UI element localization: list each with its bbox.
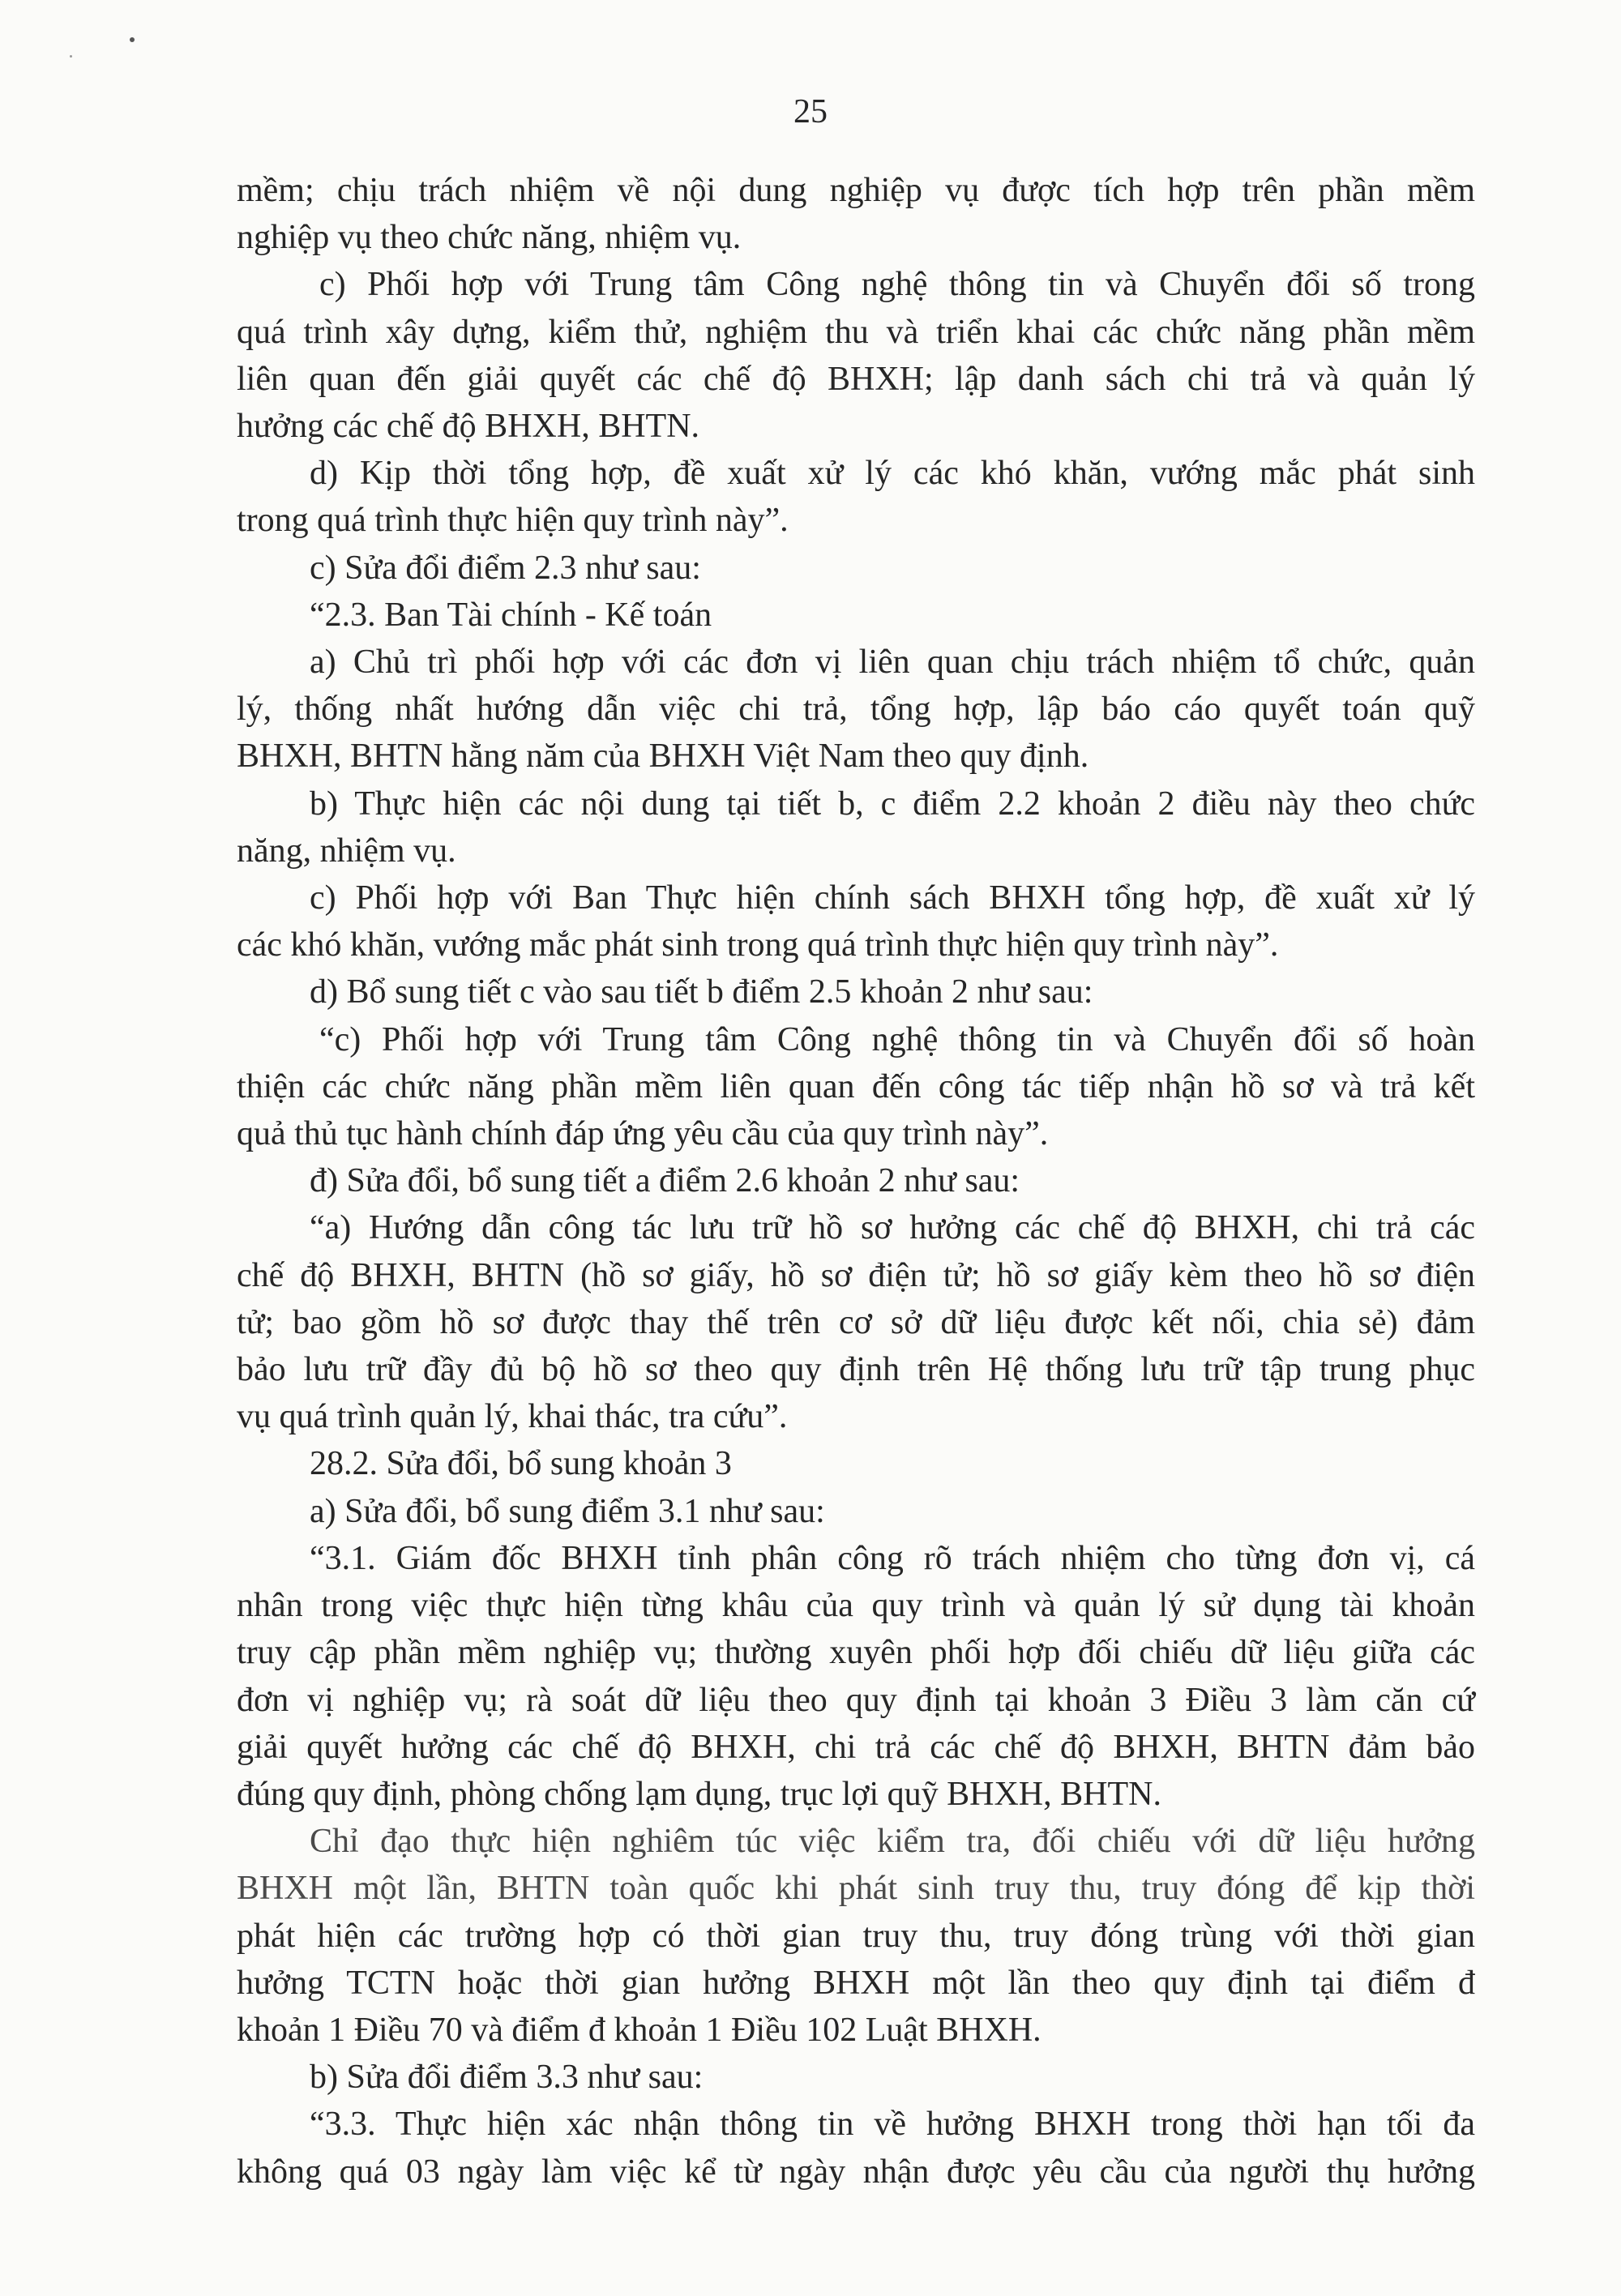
text-line: c) Sửa đổi điểm 2.3 như sau:	[310, 549, 701, 587]
text-line: b) Sửa đổi điểm 3.3 như sau:	[310, 2059, 704, 2097]
text-line: tử; bao gồm hồ sơ được thay thế trên cơ sở dữ liệu được kết nối, chia sẻ) đảm	[237, 1303, 1475, 1341]
text-line: liên quan đến giải quyết các chế độ BHXH; lập danh sách chi trả và quản lý	[237, 360, 1475, 398]
text-line: “2.3. Ban Tài chính - Kế toán	[310, 596, 712, 634]
text-line: Chỉ đạo thực hiện nghiêm túc việc kiểm tra, đối chiếu với dữ liệu hưởng	[310, 1823, 1475, 1861]
text-line: nghiệp vụ theo chức năng, nhiệm vụ.	[237, 219, 742, 257]
text-line: vụ quá trình quản lý, khai thác, tra cứu”.	[237, 1398, 788, 1436]
text-line: đúng quy định, phòng chống lạm dụng, trục lợi quỹ BHXH, BHTN.	[237, 1775, 1161, 1813]
text-line: “3.3. Thực hiện xác nhận thông tin về hưởng BHXH trong thời hạn tối đa	[310, 2106, 1475, 2144]
scan-speck	[130, 37, 135, 42]
text-line: lý, thống nhất hướng dẫn việc chi trả, tổng hợp, lập báo cáo quyết toán quỹ	[237, 691, 1475, 729]
text-line: phát hiện các trường hợp có thời gian truy thu, truy đóng trùng với thời gian	[237, 1917, 1475, 1955]
text-line: trong quá trình thực hiện quy trình này”.	[237, 502, 789, 540]
text-line: các khó khăn, vướng mắc phát sinh trong quá trình thực hiện quy trình này”.	[237, 926, 1279, 964]
text-line: “3.1. Giám đốc BHXH tỉnh phân công rõ trách nhiệm cho từng đơn vị, cá	[310, 1539, 1475, 1577]
document-body	[237, 167, 1475, 2196]
text-line: mềm; chịu trách nhiệm về nội dung nghiệp vụ được tích hợp trên phần mềm	[237, 172, 1475, 209]
text-line: 28.2. Sửa đổi, bổ sung khoản 3	[310, 1445, 732, 1483]
text-line: đơn vị nghiệp vụ; rà soát dữ liệu theo quy định tại khoản 3 Điều 3 làm căn cứ	[237, 1681, 1475, 1719]
text-line: a) Chủ trì phối hợp với các đơn vị liên quan chịu trách nhiệm tổ chức, quản	[310, 643, 1475, 682]
text-line: đ) Sửa đổi, bổ sung tiết a điểm 2.6 khoản 2 như sau:	[310, 1162, 1020, 1200]
text-line: không quá 03 ngày làm việc kể từ ngày nhận được yêu cầu của người thụ hưởng	[237, 2153, 1475, 2191]
text-line: d) Kịp thời tổng hợp, đề xuất xử lý các khó khăn, vướng mắc phát sinh	[310, 455, 1475, 493]
text-line: a) Sửa đổi, bổ sung điểm 3.1 như sau:	[310, 1492, 825, 1530]
scan-speck	[70, 55, 72, 58]
text-line: quả thủ tục hành chính đáp ứng yêu cầu của quy trình này”.	[237, 1115, 1049, 1153]
text-line: d) Bổ sung tiết c vào sau tiết b điểm 2.5 khoản 2 như sau:	[310, 973, 1093, 1011]
text-line: b) Thực hiện các nội dung tại tiết b, c điểm 2.2 khoản 2 điều này theo chức	[310, 785, 1475, 823]
text-line: chế độ BHXH, BHTN (hồ sơ giấy, hồ sơ điện tử; hồ sơ giấy kèm theo hồ sơ điện	[237, 1256, 1475, 1294]
text-line: quá trình xây dựng, kiểm thử, nghiệm thu và triển khai các chức năng phần mềm	[237, 313, 1475, 351]
text-line: nhân trong việc thực hiện từng khâu của quy trình và quản lý sử dụng tài khoản	[237, 1587, 1475, 1625]
text-line: hưởng các chế độ BHXH, BHTN.	[237, 408, 700, 446]
text-line: c) Phối hợp với Trung tâm Công nghệ thông tin và Chuyển đổi số trong	[319, 266, 1475, 304]
text-line: “a) Hướng dẫn công tác lưu trữ hồ sơ hưởng các chế độ BHXH, chi trả các	[310, 1209, 1475, 1247]
text-line: BHXH, BHTN hằng năm của BHXH Việt Nam theo quy định.	[237, 738, 1089, 776]
text-line: thiện các chức năng phần mềm liên quan đến công tác tiếp nhận hồ sơ và trả kết	[237, 1067, 1475, 1105]
page-number: 25	[793, 93, 828, 130]
text-line: BHXH một lần, BHTN toàn quốc khi phát sinh truy thu, truy đóng để kịp thời	[237, 1870, 1475, 1908]
text-line: truy cập phần mềm nghiệp vụ; thường xuyên phối hợp đối chiếu dữ liệu giữa các	[237, 1634, 1475, 1672]
text-line: khoản 1 Điều 70 và điểm đ khoản 1 Điều 102 Luật BHXH.	[237, 2011, 1041, 2049]
text-line: năng, nhiệm vụ.	[237, 832, 456, 870]
text-line: hưởng TCTN hoặc thời gian hưởng BHXH một lần theo quy định tại điểm đ	[237, 1964, 1475, 2002]
text-line: bảo lưu trữ đầy đủ bộ hồ sơ theo quy định trên Hệ thống lưu trữ tập trung phục	[237, 1351, 1475, 1389]
text-line: “c) Phối hợp với Trung tâm Công nghệ thông tin và Chuyển đổi số hoàn	[319, 1020, 1475, 1058]
text-line: c) Phối hợp với Ban Thực hiện chính sách BHXH tổng hợp, đề xuất xử lý	[310, 879, 1475, 917]
text-line: giải quyết hưởng các chế độ BHXH, chi trả các chế độ BHXH, BHTN đảm bảo	[237, 1728, 1475, 1766]
